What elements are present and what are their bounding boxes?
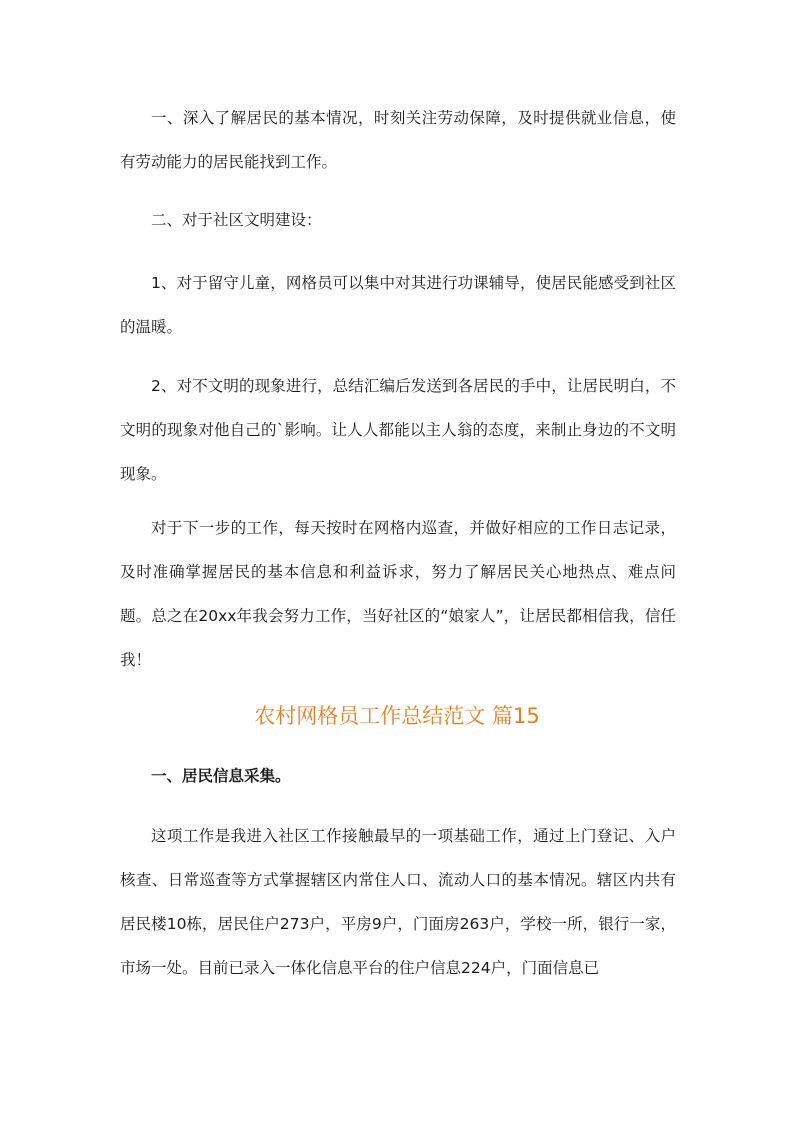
paragraph-uncivil-behavior: 2、对不文明的现象进行，总结汇编后发送到各居民的手中，让居民明白，不文明的现象对他自己的`影响。让人人都能以主人翁的态度，来制止身边的不文明现象。 (120, 377, 676, 483)
section-title: 农村网格员工作总结范文 篇15 (254, 704, 540, 728)
paragraph-left-behind-children: 1、对于留守儿童，网格员可以集中对其进行功课辅导，使居民能感受到社区的温暖。 (120, 274, 676, 336)
paragraph-employment-info: 一、深入了解居民的基本情况，时刻关注劳动保障，及时提供就业信息，使有劳动能力的居民能找到工作。 (120, 109, 676, 171)
subheading-resident-info: 一、居民信息采集。 (151, 767, 291, 785)
paragraph-resident-info-collection: 这项工作是我进入社区工作接触最早的一项基础工作，通过上门登记、入户核查、日常巡查等方式掌握辖区内常住人口、流动人口的基本情况。辖区内共有居民楼10栋，居民住户273户，平房9户，门面房263户，学校一所，银行一家，市场一处。目前已录入一体化信息平台的住户信息224户，门面信息已 (120, 827, 676, 977)
paragraph-next-steps: 对于下一步的工作，每天按时在网格内巡查，并做好相应的工作日志记录，及时准确掌握居民的基本信息和利益诉求，努力了解居民关心地热点、难点问题。总之在20xx年我会努力工作，当好社区的“娘家人”，让居民都相信我，信任我！ (120, 519, 676, 669)
paragraph-civilization-heading: 二、对于社区文明建设： (151, 211, 322, 229)
